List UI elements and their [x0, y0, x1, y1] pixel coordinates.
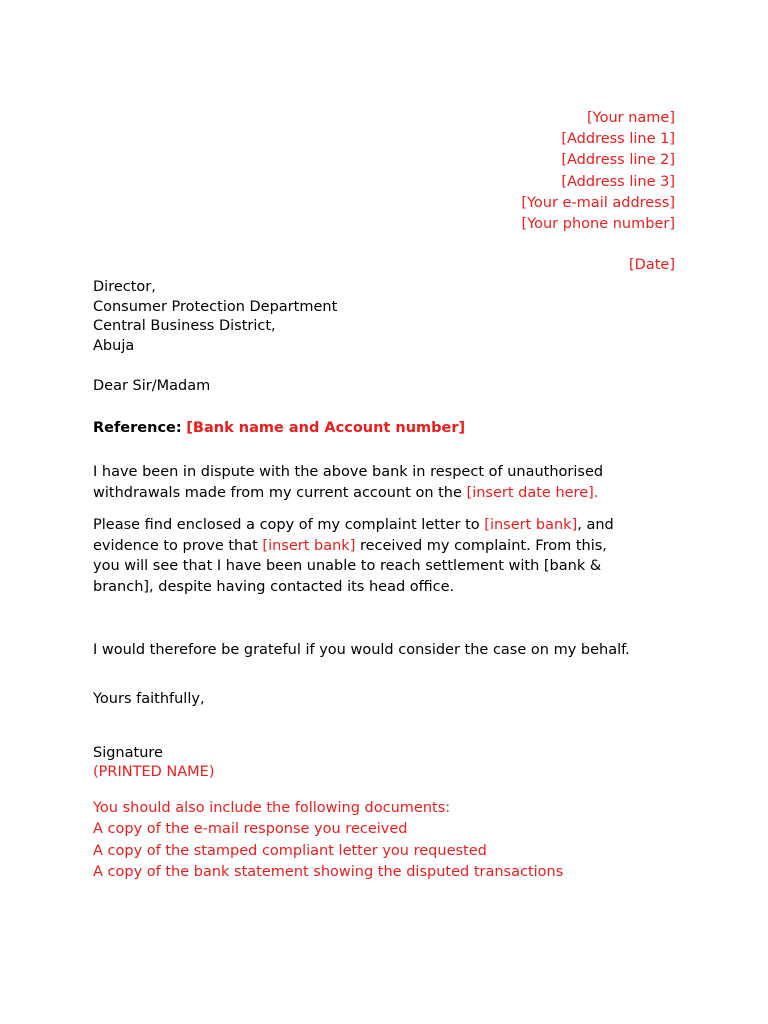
paragraph-complaint-line-1 — [93, 515, 614, 536]
list-item: A copy of the stamped compliant letter you requested — [93, 842, 487, 859]
letter-date: [Date] — [629, 257, 675, 273]
paragraph-request: I would therefore be grateful if you would consider the case on my behalf. — [93, 642, 630, 658]
recipient-title: Director, — [93, 279, 156, 295]
paragraph-dispute-line-1: I have been in dispute with the above bank in respect of unauthorised — [93, 464, 604, 480]
recipient-address-block — [93, 278, 337, 356]
paragraph-complaint-line-3: you will see that I have been unable to reach settlement with [bank & — [93, 558, 602, 574]
sender-email: [Your e-mail address] — [521, 194, 675, 211]
documents-list — [93, 798, 563, 883]
reference-line — [93, 420, 465, 436]
salutation: Dear Sir/Madam — [93, 378, 211, 394]
recipient-city: Abuja — [93, 337, 135, 354]
sender-address-line-1: [Address line 1] — [561, 131, 675, 148]
insert-date-placeholder: [insert date here]. — [466, 484, 599, 501]
paragraph-dispute-line-2-text: withdrawals made from my current account on the — [93, 484, 467, 501]
paragraph-complaint-line-1-text: Please find enclosed a copy of my complaint letter to — [93, 517, 485, 533]
documents-intro: You should also include the following documents: — [93, 800, 451, 816]
recipient-district: Central Business District, — [93, 318, 276, 334]
paragraph-complaint — [93, 515, 614, 597]
signature: Signature — [93, 745, 163, 761]
paragraph-complaint-line-1-end: , and — [577, 517, 614, 533]
reference-label: Reference: — [93, 420, 182, 436]
recipient-department: Consumer Protection Department — [93, 298, 338, 315]
printed-name: (PRINTED NAME) — [93, 764, 215, 780]
sender-address-line-3: [Address line 3] — [561, 173, 675, 190]
paragraph-complaint-line-2-end: received my complaint. From this, — [355, 537, 607, 554]
reference-value: [Bank name and Account number] — [186, 420, 466, 436]
sender-name: [Your name] — [587, 110, 675, 126]
sender-address-line-2: [Address line 2] — [561, 152, 675, 169]
sender-phone: [Your phone number] — [521, 216, 675, 233]
list-item: A copy of the e-mail response you received — [93, 821, 408, 838]
list-item: A copy of the bank statement showing the disputed transactions — [93, 863, 564, 880]
paragraph-dispute-line-2 — [93, 483, 603, 504]
paragraph-complaint-line-4: branch], despite having contacted its head office. — [93, 578, 455, 595]
paragraph-complaint-line-2-text: evidence to prove that — [93, 537, 263, 554]
insert-bank-placeholder: [insert bank] — [484, 517, 578, 533]
insert-bank-placeholder: [insert bank] — [262, 537, 356, 554]
paragraph-dispute — [93, 462, 603, 503]
sender-address-block — [521, 108, 675, 235]
paragraph-complaint-line-2 — [93, 536, 614, 557]
closing: Yours faithfully, — [93, 691, 205, 707]
